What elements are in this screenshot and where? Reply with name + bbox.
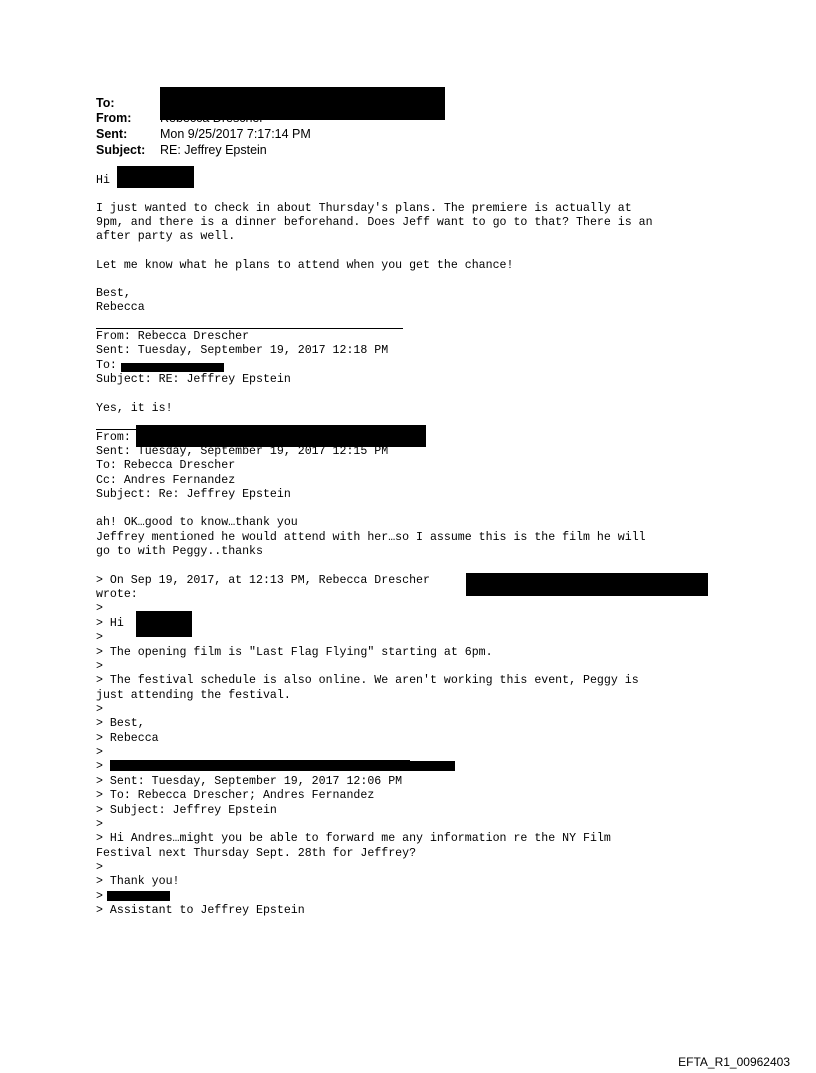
quoted-line: > On Sep 19, 2017, at 12:13 PM, Rebecca Drescher <box>96 574 430 587</box>
quoted-line: > The festival schedule is also online. We aren't working this event, Peggy is <box>96 674 639 687</box>
quoted-line: wrote: <box>96 588 138 601</box>
redaction-greeting-name <box>117 166 194 188</box>
quoted-line: > <box>96 602 103 615</box>
document-id: EFTA_R1_00962403 <box>678 1055 790 1069</box>
quoted-line: > <box>96 631 103 644</box>
quoted-text: Jeffrey mentioned he would attend with her…so I assume this is the film he will <box>96 531 646 544</box>
redaction-email-address <box>466 573 708 596</box>
quoted-line: > Sent: Tuesday, September 19, 2017 12:06 PM <box>96 775 403 788</box>
redaction-to-from <box>160 87 445 120</box>
header-to-row <box>96 96 160 111</box>
redaction-to-recipient <box>121 363 224 372</box>
from-label: From: <box>96 111 132 125</box>
quoted-cc: Cc: Andres Fernandez <box>96 474 236 487</box>
sent-label: Sent: <box>96 127 128 141</box>
quoted-line: just attending the festival. <box>96 689 291 702</box>
quoted-line: > <box>96 746 103 759</box>
quoted-text: ah! OK…good to know…thank you <box>96 516 298 529</box>
closing: Best, <box>96 287 131 300</box>
quoted-line: Festival next Thursday Sept. 28th for Jeffrey? <box>96 847 417 860</box>
quoted-line: > Best, <box>96 717 145 730</box>
redaction-sender-name <box>107 891 170 901</box>
quoted-text: Yes, it is! <box>96 402 173 415</box>
quoted-line: > Assistant to Jeffrey Epstein <box>96 904 305 917</box>
quoted-subject: Subject: Re: Jeffrey Epstein <box>96 488 291 501</box>
quoted-line: > Hi <box>96 617 124 630</box>
quoted-line: > <box>96 890 103 903</box>
body-line: Let me know what he plans to attend when you get the chance! <box>96 259 514 272</box>
quoted-to: To: <box>96 359 117 372</box>
quoted-from: From: <box>96 431 131 444</box>
quoted-line: > The opening film is "Last Flag Flying" starting at 6pm. <box>96 646 493 659</box>
redaction-greeting-name <box>136 611 192 637</box>
quoted-line: > Subject: Jeffrey Epstein <box>96 804 277 817</box>
redaction-from-sender <box>136 425 426 447</box>
subject-value: RE: Jeffrey Epstein <box>160 143 267 157</box>
quoted-to: To: Rebecca Drescher <box>96 459 236 472</box>
quoted-line: > Rebecca <box>96 732 159 745</box>
redaction-from-line <box>110 761 455 771</box>
body-line: I just wanted to check in about Thursday's plans. The premiere is actually at <box>96 202 632 215</box>
quoted-from: From: Rebecca Drescher <box>96 330 250 343</box>
quoted-line: > Hi Andres…might you be able to forward me any information re the NY Film <box>96 832 611 845</box>
quoted-line: > Thank you! <box>96 875 180 888</box>
body-line: 9pm, and there is a dinner beforehand. Does Jeff want to go to that? There is an <box>96 216 653 229</box>
quoted-subject: Subject: RE: Jeffrey Epstein <box>96 373 291 386</box>
subject-label: Subject: <box>96 143 146 157</box>
separator-line <box>96 429 136 430</box>
to-label: To: <box>96 96 115 110</box>
quoted-line: > <box>96 861 103 874</box>
quoted-line: > <box>96 703 103 716</box>
header-sent-row <box>96 127 311 142</box>
quoted-line: > <box>96 760 103 773</box>
greeting: Hi <box>96 174 110 187</box>
quoted-line: > To: Rebecca Drescher; Andres Fernandez <box>96 789 375 802</box>
sent-value: Mon 9/25/2017 7:17:14 PM <box>160 127 311 141</box>
quoted-sent: Sent: Tuesday, September 19, 2017 12:15 PM <box>96 445 389 458</box>
quoted-text: go to with Peggy..thanks <box>96 545 263 558</box>
header-subject-row <box>96 143 267 158</box>
body-line: after party as well. <box>96 230 236 243</box>
signature: Rebecca <box>96 301 145 314</box>
quoted-line: > <box>96 818 103 831</box>
quoted-sent: Sent: Tuesday, September 19, 2017 12:18 PM <box>96 344 389 357</box>
quoted-line: > <box>96 660 103 673</box>
separator-line <box>96 328 403 329</box>
